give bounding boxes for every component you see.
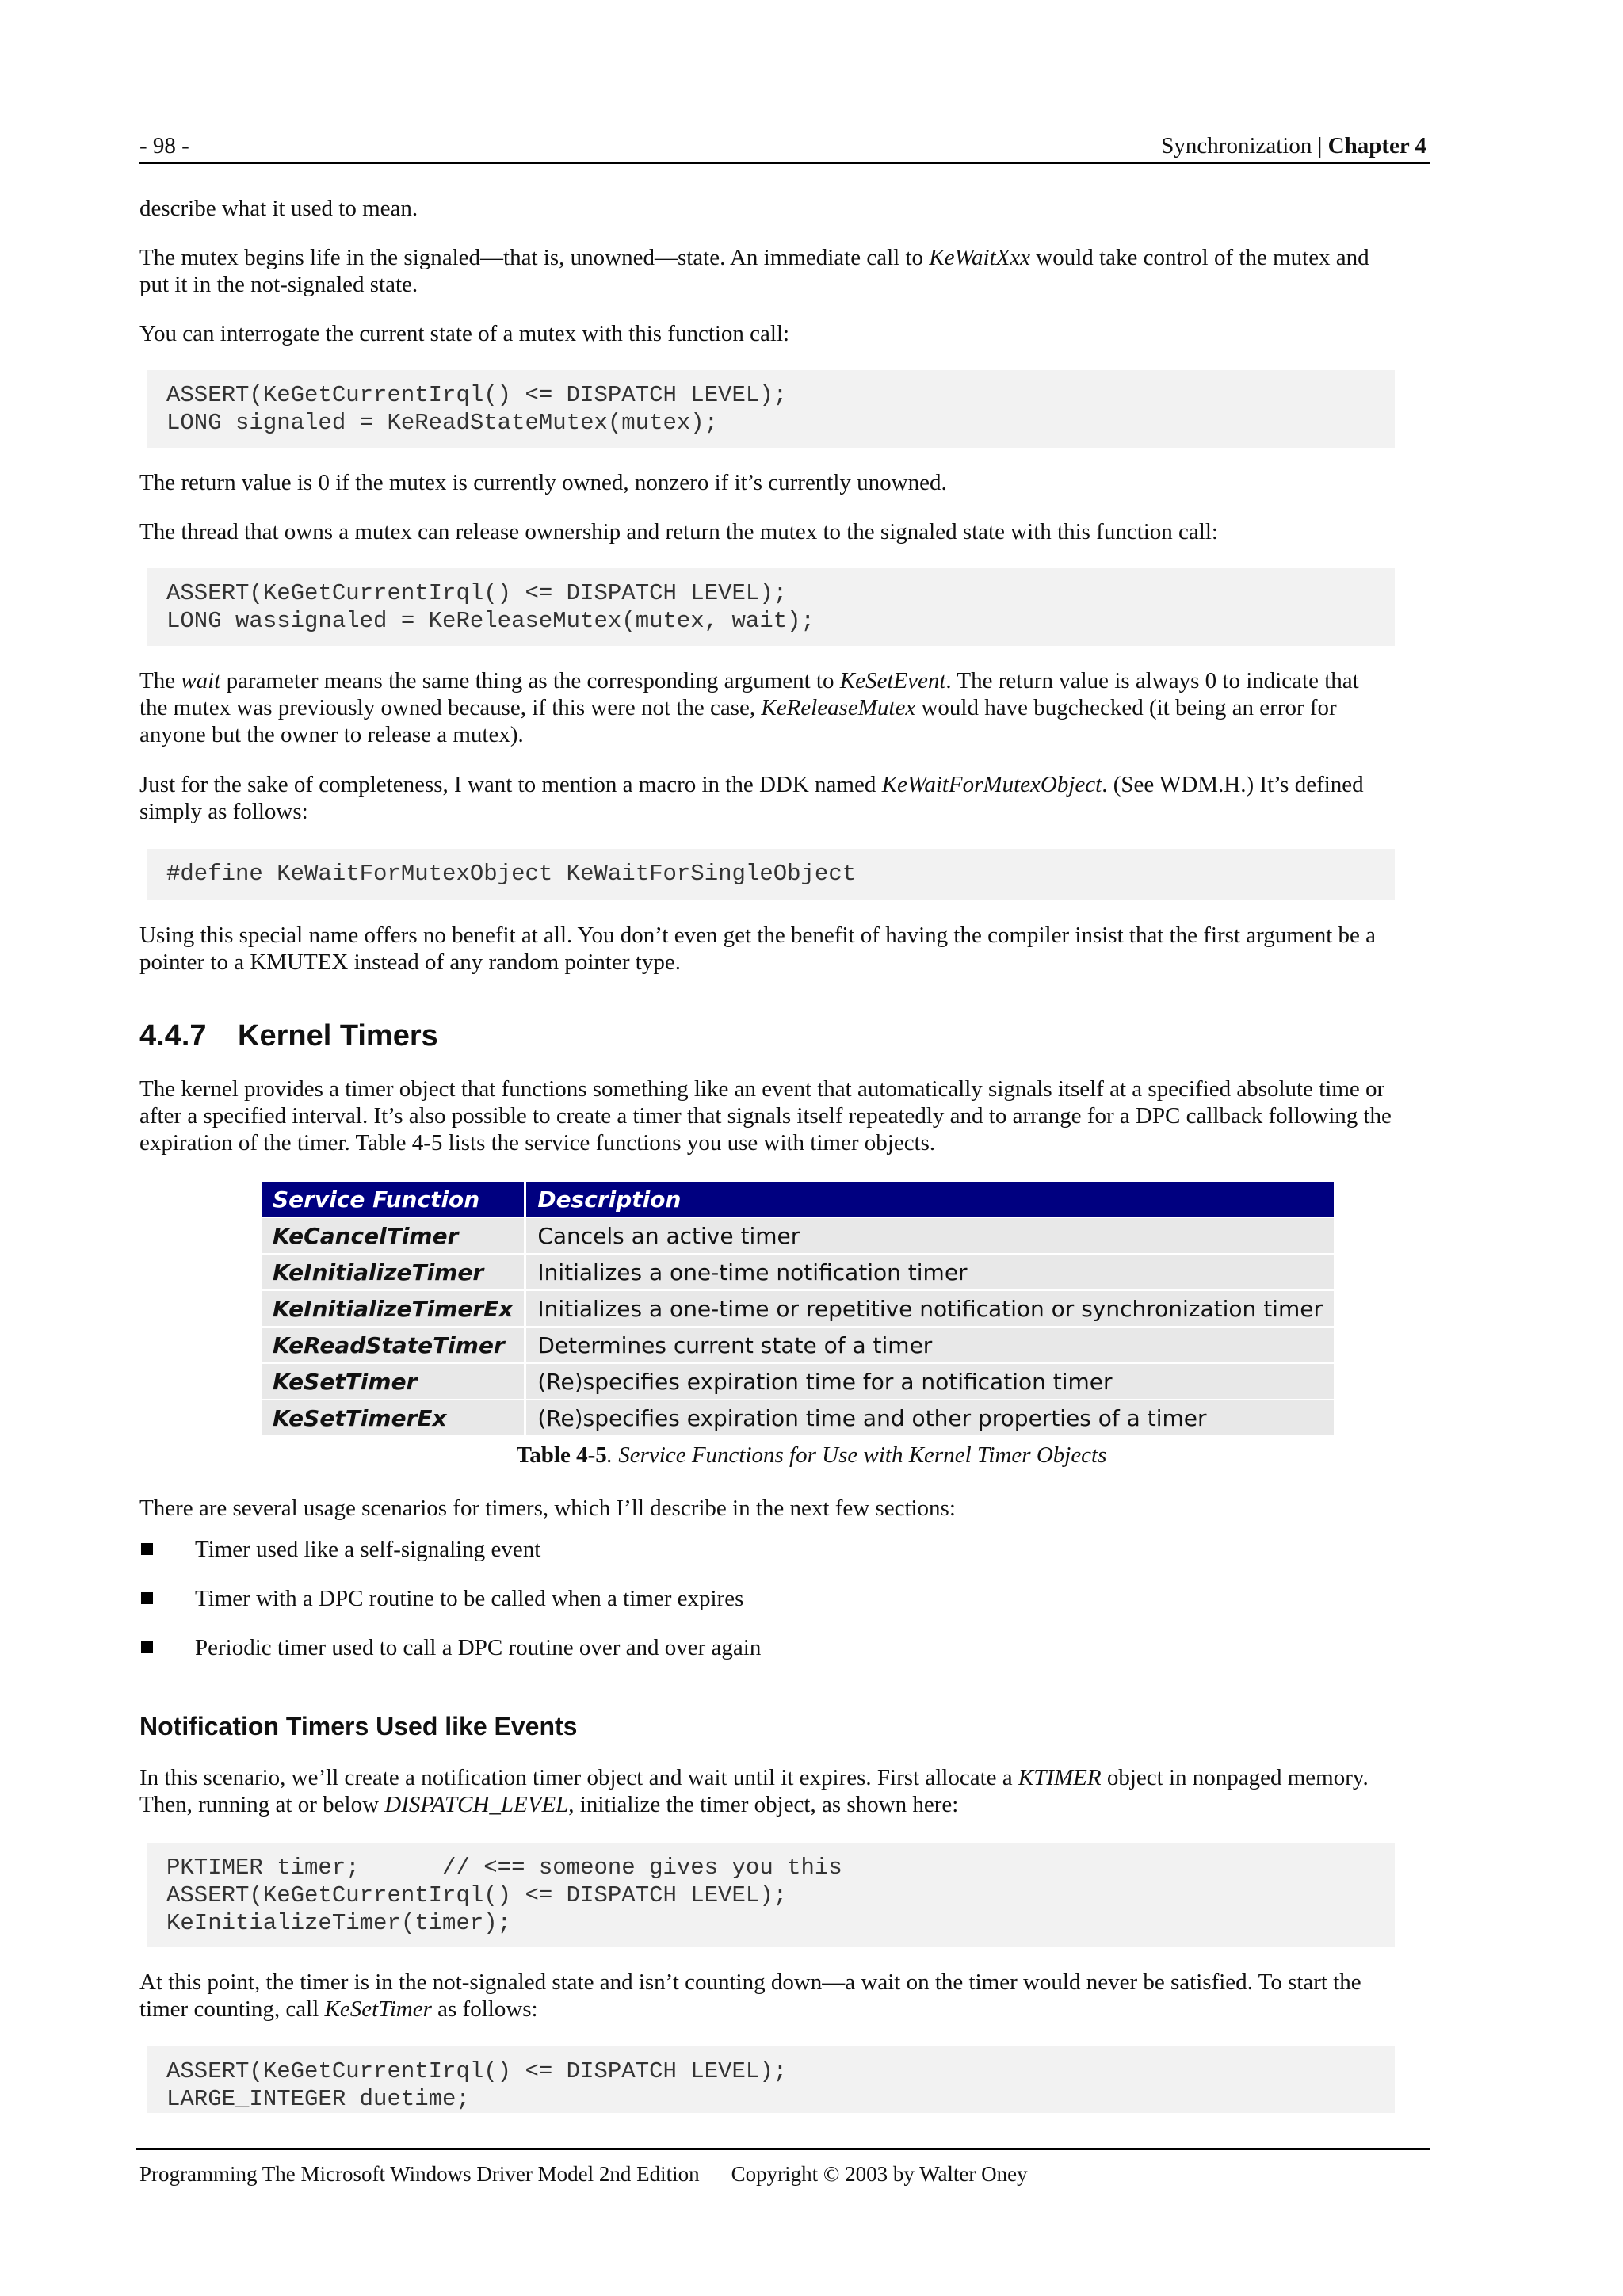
text: object in nonpaged memory. Then, running at or below bbox=[139, 1765, 1369, 1817]
running-header-separator: | bbox=[1312, 133, 1328, 159]
paragraph bbox=[139, 667, 1392, 748]
footer-rule bbox=[136, 2148, 1430, 2150]
list-item bbox=[139, 1634, 761, 1683]
text: The mutex begins life in the signaled—that is, unowned—state. An immediate call to bbox=[139, 245, 930, 270]
table-cell-function: KeInitializeTimer bbox=[262, 1254, 525, 1290]
table-header-description: Description bbox=[525, 1182, 1334, 1217]
text: would have bugchecked (it being an error for anyone but the owner to release a mutex). bbox=[139, 695, 1337, 747]
paragraph: The thread that owns a mutex can release ownership and return the mutex to the signaled state with this function call: bbox=[139, 519, 1218, 544]
table-cell-description: Determines current state of a timer bbox=[525, 1327, 1334, 1363]
code-block bbox=[147, 1843, 1395, 1947]
section-heading bbox=[139, 1019, 438, 1053]
param-name: wait bbox=[181, 668, 221, 693]
footer-copyright: Copyright © 2003 by Walter Oney bbox=[731, 2162, 1028, 2186]
paragraph: Using this special name offers no benefit at all. You don’t even get the benefit of having the compiler insist that the first argument be a pointer to a KMUTEX instead of any random pointer type. bbox=[139, 923, 1376, 975]
code-block bbox=[147, 568, 1395, 646]
function-name: KeSetTimer bbox=[324, 1996, 432, 2022]
table-header-row bbox=[262, 1182, 1334, 1217]
text: . (See WDM.H.) It’s defined simply as follows: bbox=[139, 772, 1364, 824]
function-name: KeSetEvent bbox=[839, 668, 946, 693]
table-cell-function: KeSetTimer bbox=[262, 1363, 525, 1400]
code-line: ASSERT(KeGetCurrentIrql() <= DISPATCH LEVEL); bbox=[166, 382, 788, 408]
bullet-square-icon bbox=[141, 1543, 153, 1555]
text: as follows: bbox=[431, 1996, 538, 2022]
list-item-text: Timer used like a self-signaling event bbox=[195, 1537, 541, 1562]
text: In this scenario, we’ll create a notification timer object and wait until it expires. First allocate a bbox=[139, 1765, 1018, 1790]
code-line: ASSERT(KeGetCurrentIrql() <= DISPATCH LEVEL); bbox=[166, 1882, 788, 1908]
list-item bbox=[139, 1536, 761, 1585]
text: The bbox=[139, 668, 181, 693]
bullet-square-icon bbox=[141, 1592, 153, 1604]
running-header-section: Synchronization bbox=[1161, 133, 1312, 159]
table-row bbox=[262, 1217, 1334, 1254]
table-caption bbox=[0, 1442, 1623, 1469]
table-cell-description: Initializes a one-time or repetitive notification or synchronization timer bbox=[525, 1290, 1334, 1327]
paragraph: There are several usage scenarios for timers, which I’ll describe in the next few sections: bbox=[139, 1496, 956, 1521]
text: Just for the sake of completeness, I want to mention a macro in the DDK named bbox=[139, 772, 882, 797]
table-cell-description: (Re)specifies expiration time and other properties of a timer bbox=[525, 1400, 1334, 1435]
code-line: ASSERT(KeGetCurrentIrql() <= DISPATCH LEVEL); bbox=[166, 2058, 788, 2084]
code-block bbox=[147, 2046, 1395, 2113]
constant-name: DISPATCH_LEVEL bbox=[384, 1792, 569, 1817]
service-functions-table bbox=[262, 1182, 1334, 1435]
type-name: KTIMER bbox=[1018, 1765, 1102, 1790]
text: At this point, the timer is in the not-signaled state and isn’t counting down—a wait on the timer would never be satisfied. To start the timer counting, call bbox=[139, 1969, 1361, 2022]
page-number: - 98 - bbox=[139, 133, 189, 159]
footer-book-title: Programming The Microsoft Windows Driver Model 2nd Edition bbox=[139, 2162, 700, 2186]
section-title: Kernel Timers bbox=[238, 1019, 438, 1052]
code-line: #define KeWaitForMutexObject KeWaitForSingleObject bbox=[166, 861, 857, 887]
table-row bbox=[262, 1254, 1334, 1290]
code-block bbox=[147, 849, 1395, 900]
table-row bbox=[262, 1290, 1334, 1327]
code-line: LONG wassignaled = KeReleaseMutex(mutex, wait); bbox=[166, 608, 815, 634]
table-row bbox=[262, 1400, 1334, 1435]
text: , initialize the timer object, as shown here: bbox=[568, 1792, 959, 1817]
section-number: 4.4.7 bbox=[139, 1019, 207, 1052]
paragraph: You can interrogate the current state of a mutex with this function call: bbox=[139, 321, 790, 346]
table-cell-function: KeReadStateTimer bbox=[262, 1327, 525, 1363]
text: . The return value is always 0 to indicate that the mutex was previously owned because, if this were not the case, bbox=[139, 668, 1359, 720]
table-row bbox=[262, 1363, 1334, 1400]
function-name: KeReleaseMutex bbox=[761, 695, 916, 720]
running-header bbox=[1161, 133, 1426, 159]
code-line: PKTIMER timer; // <== someone gives you this bbox=[166, 1855, 842, 1881]
table-caption-text: . Service Functions for Use with Kernel Timer Objects bbox=[606, 1442, 1107, 1468]
paragraph: describe what it used to mean. bbox=[139, 196, 418, 221]
list-item-text: Timer with a DPC routine to be called when a timer expires bbox=[195, 1586, 744, 1611]
table-cell-function: KeSetTimerEx bbox=[262, 1400, 525, 1435]
page-footer bbox=[139, 2162, 1028, 2187]
paragraph bbox=[139, 1969, 1400, 2023]
code-block bbox=[147, 370, 1395, 448]
table-cell-description: Initializes a one-time notification timer bbox=[525, 1254, 1334, 1290]
paragraph bbox=[139, 244, 1392, 298]
running-header-chapter: Chapter 4 bbox=[1327, 133, 1426, 159]
table-row bbox=[262, 1327, 1334, 1363]
subsection-heading: Notification Timers Used like Events bbox=[139, 1712, 578, 1740]
table-header-function: Service Function bbox=[262, 1182, 525, 1217]
table-cell-function: KeCancelTimer bbox=[262, 1217, 525, 1254]
paragraph bbox=[139, 771, 1392, 825]
paragraph: The kernel provides a timer object that functions something like an event that automatically signals itself at a specified absolute time or after a specified interval. It’s also possible to create a timer that signals itself repeatedly and to arrange for a DPC callback following the expiration of the timer. Table 4-5 lists the service functions you use with timer objects. bbox=[139, 1076, 1392, 1156]
list-item bbox=[139, 1585, 761, 1634]
code-line: KeInitializeTimer(timer); bbox=[166, 1910, 512, 1936]
paragraph bbox=[139, 1764, 1400, 1818]
bullet-square-icon bbox=[141, 1641, 153, 1653]
table-caption-label: Table 4-5 bbox=[516, 1442, 607, 1468]
code-line: ASSERT(KeGetCurrentIrql() <= DISPATCH LEVEL); bbox=[166, 580, 788, 606]
code-line: LARGE_INTEGER duetime; bbox=[166, 2086, 470, 2112]
bullet-list bbox=[139, 1536, 761, 1683]
function-name: KeWaitXxx bbox=[929, 245, 1031, 270]
list-item-text: Periodic timer used to call a DPC routine over and over again bbox=[195, 1635, 762, 1660]
macro-name: KeWaitForMutexObject bbox=[881, 772, 1102, 797]
table-cell-function: KeInitializeTimerEx bbox=[262, 1290, 525, 1327]
text: parameter means the same thing as the corresponding argument to bbox=[220, 668, 840, 693]
code-line: LONG signaled = KeReadStateMutex(mutex); bbox=[166, 410, 719, 436]
table-cell-description: (Re)specifies expiration time for a notification timer bbox=[525, 1363, 1334, 1400]
table-cell-description: Cancels an active timer bbox=[525, 1217, 1334, 1254]
text: would take control of the mutex and put it in the not-signaled state. bbox=[139, 245, 1369, 297]
page-header bbox=[139, 130, 1430, 164]
paragraph: The return value is 0 if the mutex is currently owned, nonzero if it’s currently unowned. bbox=[139, 470, 947, 495]
